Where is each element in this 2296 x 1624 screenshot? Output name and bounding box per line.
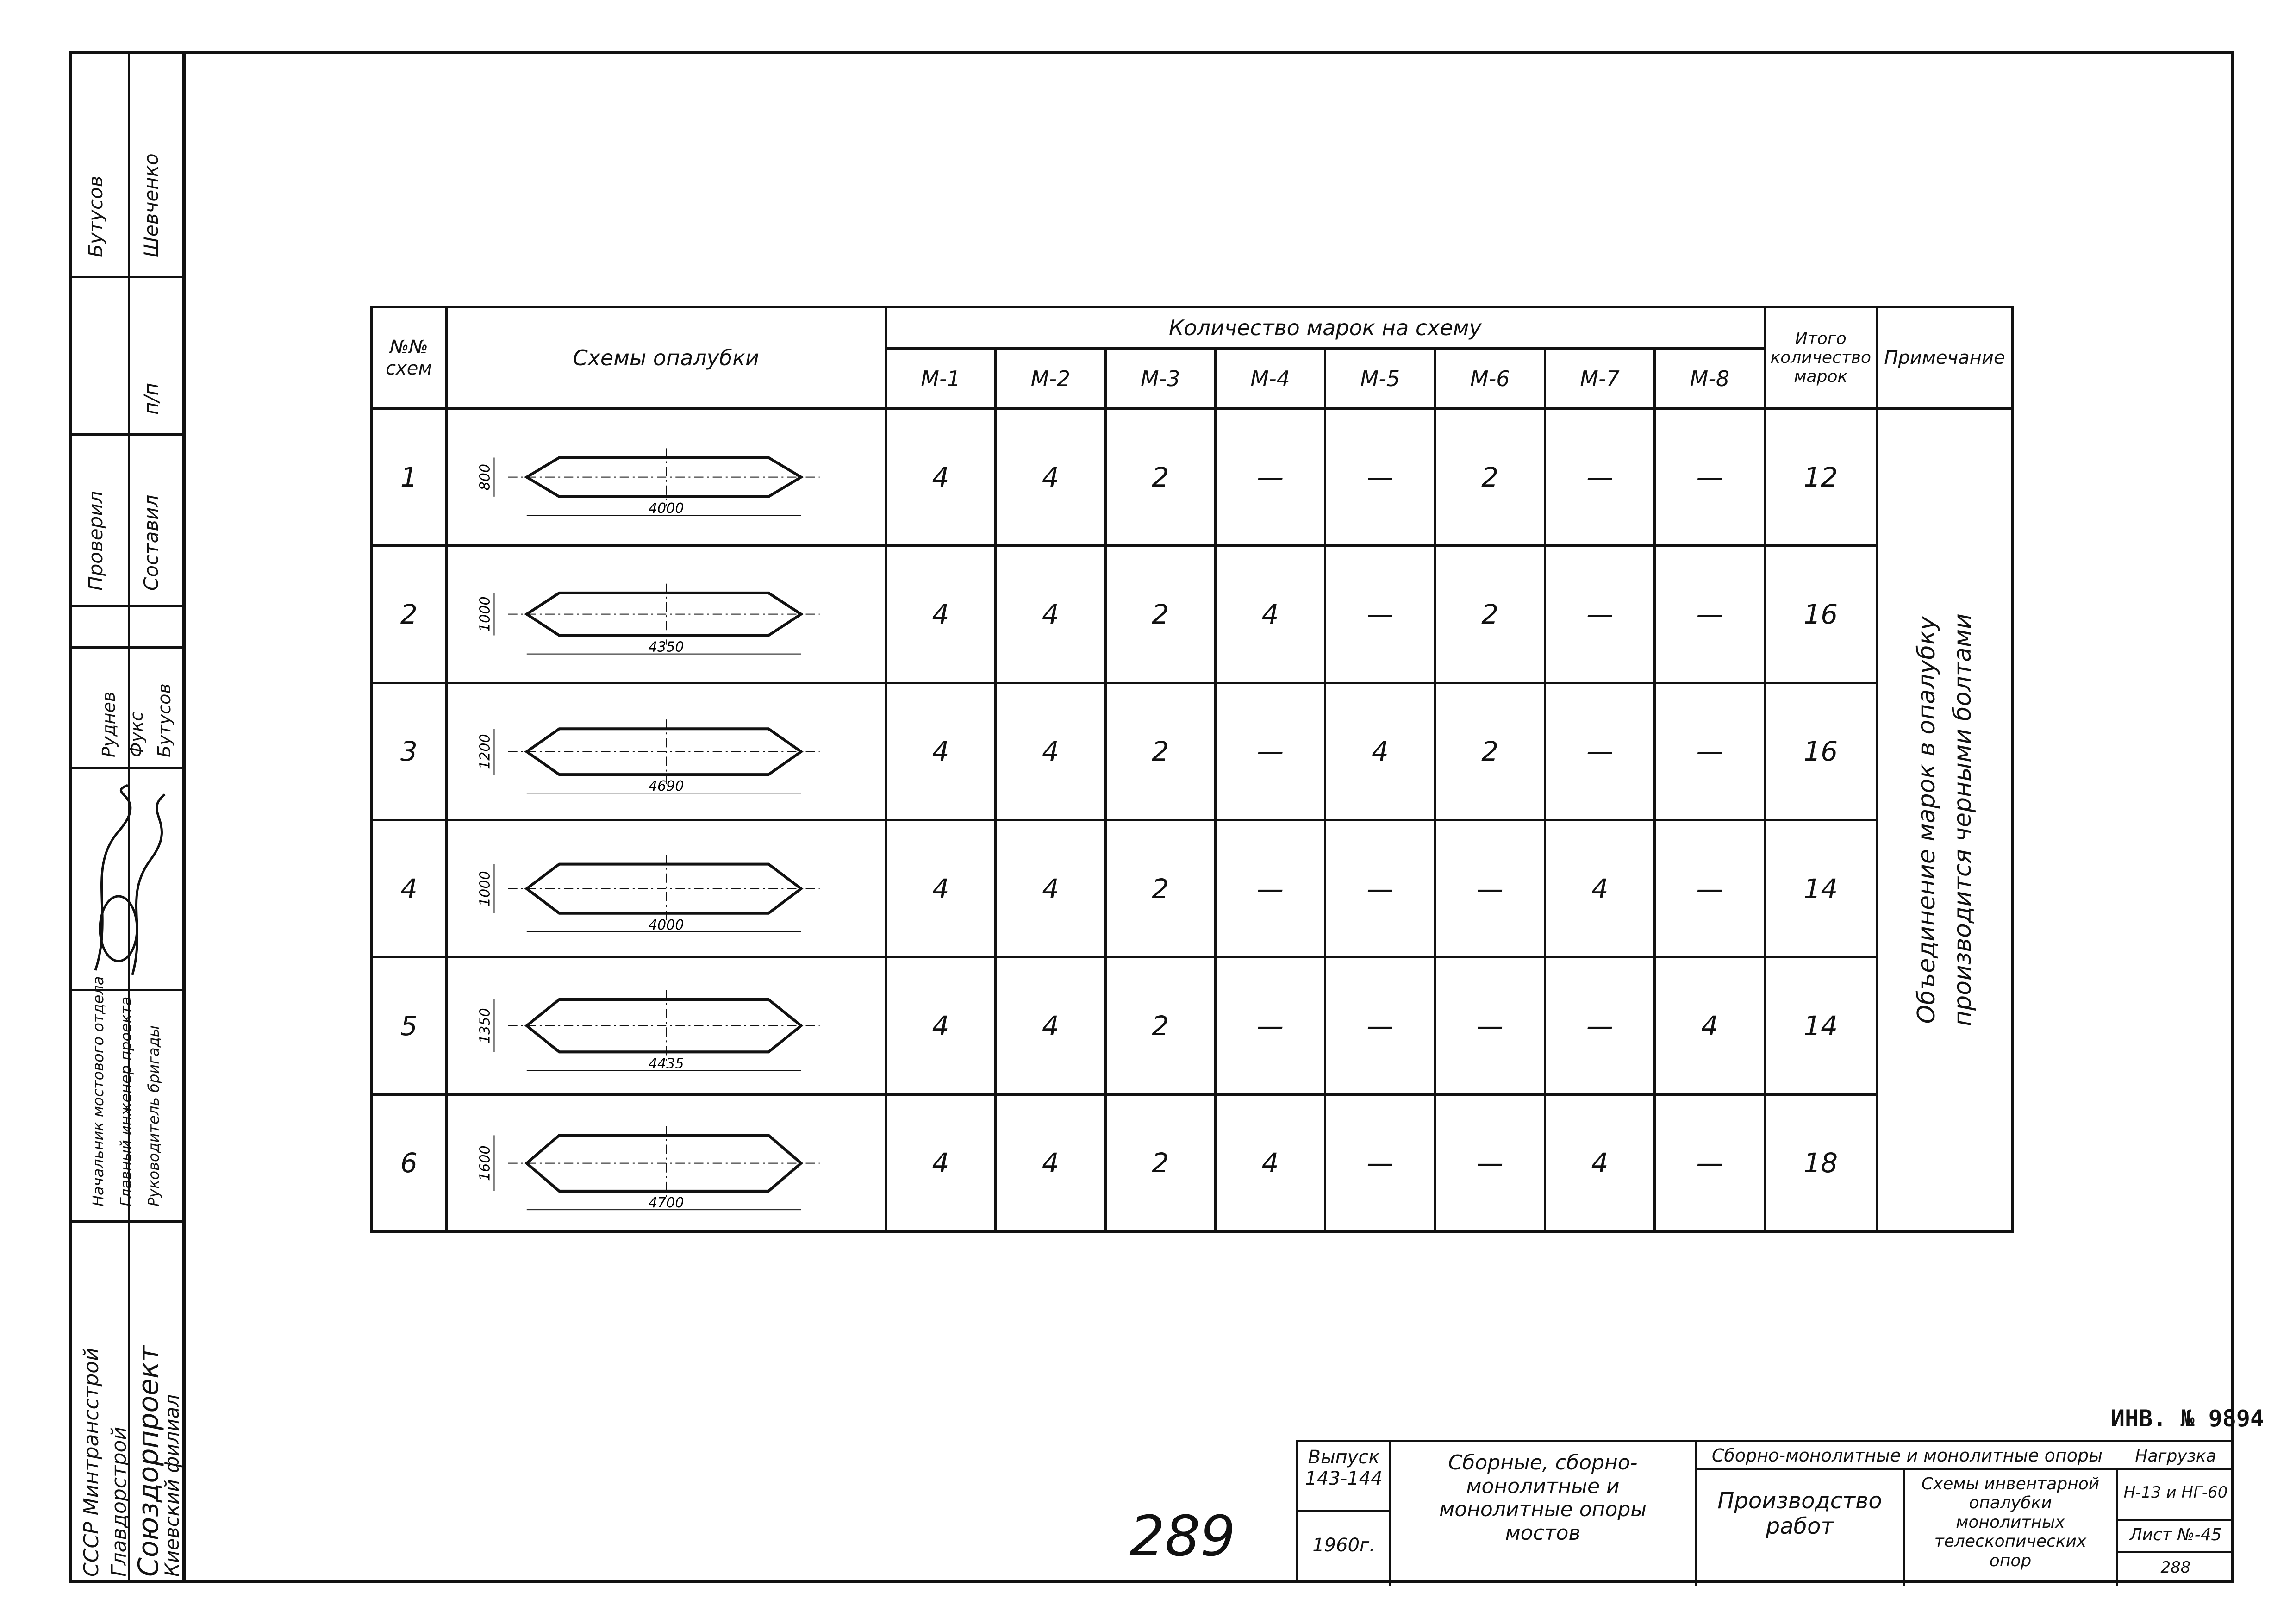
mark-6-qty: —: [1435, 957, 1545, 1094]
mark-2-qty: 4: [996, 546, 1105, 683]
header-qty-group: Количество марок на схему: [886, 307, 1765, 349]
section-title: Производство работ: [1697, 1470, 1905, 1586]
mark-8-qty: —: [1655, 409, 1765, 546]
note-line-1: Объединение марок в опалубку: [1912, 616, 1940, 1024]
mark-5-qty: —: [1325, 1094, 1435, 1231]
scheme-number: 5: [372, 957, 447, 1094]
mark-4-qty: —: [1215, 409, 1325, 546]
mark-3-qty: 2: [1105, 546, 1215, 683]
mark-1-qty: 4: [886, 820, 995, 957]
stamp-org-4: Киевский филиал: [161, 1394, 183, 1577]
scheme-drawing: [446, 1094, 886, 1231]
scheme-drawing: [446, 546, 886, 683]
total-qty: 12: [1765, 409, 1877, 546]
mark-6-qty: —: [1435, 1094, 1545, 1231]
table-row: [372, 409, 2013, 546]
mark-7-qty: —: [1545, 409, 1654, 546]
total-qty: 14: [1765, 820, 1877, 957]
header-total: Итого количество марок: [1765, 307, 1877, 409]
signatures-icon: [77, 776, 183, 984]
scheme-drawing: [446, 957, 886, 1094]
stamp-compiled: Составил: [140, 494, 162, 591]
note-line-2: производится черными болтами: [1948, 613, 1977, 1027]
total-qty: 16: [1765, 683, 1877, 820]
formwork-scheme-icon: [448, 410, 885, 544]
table-row: [372, 957, 2013, 1094]
mark-6-qty: —: [1435, 820, 1545, 957]
scheme-number: 2: [372, 546, 447, 683]
table-row: [372, 683, 2013, 820]
total-qty: 14: [1765, 957, 1877, 1094]
mark-2-qty: 4: [996, 820, 1105, 957]
load-label: Нагрузка: [2118, 1442, 2234, 1470]
left-stamp: [69, 51, 185, 1583]
mark-8-qty: 4: [1655, 957, 1765, 1094]
scheme-width-label: 4000: [648, 500, 684, 517]
header-mark-4: М-4: [1215, 349, 1325, 409]
mark-7-qty: 4: [1545, 820, 1654, 957]
scheme-drawing: [446, 409, 886, 546]
stamp-org-1: СССР Минтрансстрой: [80, 1348, 103, 1577]
header-mark-7: М-7: [1545, 349, 1654, 409]
total-qty: 16: [1765, 546, 1877, 683]
scheme-height-label: 1600: [477, 1145, 493, 1181]
mark-6-qty: 2: [1435, 409, 1545, 546]
load-value: Н-13 и НГ-60: [2118, 1470, 2234, 1521]
mark-5-qty: —: [1325, 957, 1435, 1094]
mark-3-qty: 2: [1105, 683, 1215, 820]
formwork-scheme-icon: [448, 958, 885, 1093]
scheme-width-label: 4350: [648, 639, 684, 656]
scheme-width-label: 4690: [648, 778, 684, 794]
mark-4-qty: 4: [1215, 546, 1325, 683]
formwork-scheme-icon: [448, 684, 885, 819]
mark-8-qty: —: [1655, 683, 1765, 820]
mark-7-qty: 4: [1545, 1094, 1654, 1231]
handwritten-sheet-number: 289: [1129, 1505, 1236, 1569]
series-title: Сборные, сборно-монолитные и монолитные опоры мостов: [1391, 1442, 1697, 1586]
inventory-number: ИНВ. № 9894: [2111, 1405, 2265, 1432]
mark-5-qty: —: [1325, 546, 1435, 683]
scheme-number: 1: [372, 409, 447, 546]
sheet-label: Лист: [2129, 1525, 2172, 1544]
scheme-drawing: [446, 683, 886, 820]
mark-1-qty: 4: [886, 409, 995, 546]
scheme-height-label: 1350: [477, 1008, 493, 1044]
scheme-drawing: [446, 820, 886, 957]
mark-6-qty: 2: [1435, 683, 1545, 820]
scheme-height-label: 800: [477, 463, 493, 491]
header-mark-6: М-6: [1435, 349, 1545, 409]
issue-label: Выпуск: [1308, 1447, 1380, 1468]
total-qty: 18: [1765, 1094, 1877, 1231]
mark-3-qty: 2: [1105, 1094, 1215, 1231]
header-mark-2: М-2: [996, 349, 1105, 409]
table-row: [372, 1094, 2013, 1231]
title-block: [1296, 1440, 2234, 1583]
table-row: [372, 546, 2013, 683]
stamp-top-name-1: Бутусов: [84, 175, 107, 257]
mark-3-qty: 2: [1105, 409, 1215, 546]
stamp-checked: Проверил: [84, 491, 107, 591]
header-schemes: Схемы опалубки: [446, 307, 886, 409]
header-mark-3: М-3: [1105, 349, 1215, 409]
mark-2-qty: 4: [996, 1094, 1105, 1231]
stamp-top-name-2: Шевченко: [140, 153, 162, 257]
mark-2-qty: 4: [996, 409, 1105, 546]
table-row: [372, 820, 2013, 957]
mark-1-qty: 4: [886, 546, 995, 683]
mark-5-qty: —: [1325, 820, 1435, 957]
page-number: 288: [2160, 1558, 2191, 1577]
scheme-number: 6: [372, 1094, 447, 1231]
mark-7-qty: —: [1545, 546, 1654, 683]
formwork-scheme-icon: [448, 547, 885, 681]
header-mark-1: М-1: [886, 349, 995, 409]
scheme-width-label: 4700: [648, 1194, 684, 1211]
note-cell: [1877, 409, 2012, 1232]
scheme-number: 3: [372, 683, 447, 820]
formwork-scheme-icon: [448, 1096, 885, 1230]
mark-1-qty: 4: [886, 957, 995, 1094]
section-top: Сборно-монолитные и монолитные опоры: [1697, 1442, 2118, 1470]
mark-5-qty: 4: [1325, 683, 1435, 820]
issue-number: 143-144: [1305, 1468, 1383, 1489]
stamp-name-rudnev: Руднев: [99, 691, 119, 757]
drawing-title: Схемы инвентарной опалубки монолитных телескопических опор: [1905, 1470, 2118, 1586]
issue-year: 1960г.: [1298, 1512, 1391, 1586]
scheme-height-label: 1000: [477, 871, 493, 906]
scheme-height-label: 1000: [477, 596, 493, 632]
mark-8-qty: —: [1655, 820, 1765, 957]
stamp-np: п/п: [140, 382, 162, 415]
header-mark-5: М-5: [1325, 349, 1435, 409]
mark-2-qty: 4: [996, 683, 1105, 820]
header-scheme-no: №№ схем: [372, 307, 447, 409]
mark-4-qty: —: [1215, 820, 1325, 957]
mark-4-qty: —: [1215, 957, 1325, 1094]
mark-2-qty: 4: [996, 957, 1105, 1094]
stamp-name-fuks: Фукс: [126, 711, 147, 757]
scheme-number: 4: [372, 820, 447, 957]
mark-1-qty: 4: [886, 1094, 995, 1231]
formwork-schedule-table: [370, 306, 2014, 1231]
mark-1-qty: 4: [886, 683, 995, 820]
stamp-role-1: Начальник мостового отдела: [89, 976, 107, 1206]
mark-6-qty: 2: [1435, 546, 1545, 683]
stamp-name-butusov: Бутусов: [154, 683, 175, 757]
scheme-width-label: 4000: [648, 917, 684, 933]
stamp-role-3: Руководитель бригады: [145, 1025, 162, 1206]
stamp-org-2: Главдорстрой: [107, 1426, 131, 1577]
header-note: Примечание: [1877, 307, 2012, 409]
scheme-height-label: 1200: [477, 733, 493, 769]
stamp-org-3: Союздорпроект: [132, 1345, 165, 1577]
mark-5-qty: —: [1325, 409, 1435, 546]
note-text: [1909, 614, 1981, 1027]
mark-7-qty: —: [1545, 957, 1654, 1094]
mark-3-qty: 2: [1105, 820, 1215, 957]
stamp-role-2: Главный инженер проекта: [117, 996, 135, 1206]
mark-8-qty: —: [1655, 546, 1765, 683]
formwork-scheme-icon: [448, 821, 885, 956]
mark-4-qty: 4: [1215, 1094, 1325, 1231]
mark-7-qty: —: [1545, 683, 1654, 820]
scheme-width-label: 4435: [648, 1056, 684, 1072]
mark-3-qty: 2: [1105, 957, 1215, 1094]
mark-8-qty: —: [1655, 1094, 1765, 1231]
sheet-value: №-45: [2177, 1525, 2222, 1544]
mark-4-qty: —: [1215, 683, 1325, 820]
header-mark-8: М-8: [1655, 349, 1765, 409]
